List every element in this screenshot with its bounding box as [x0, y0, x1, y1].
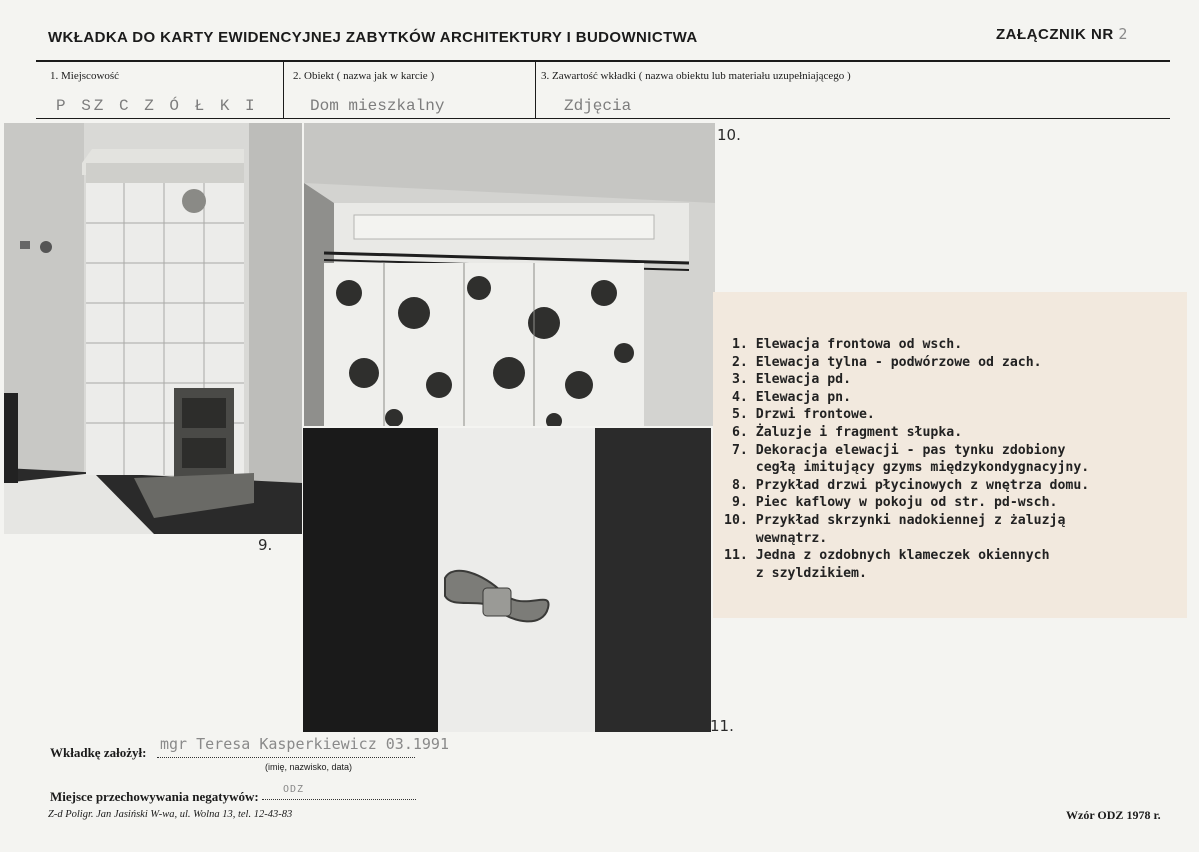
photo-number-10: 10. [717, 126, 741, 144]
annex-number: 2 [1118, 25, 1128, 43]
caption-line: wewnątrz. [724, 530, 828, 546]
printer-imprint: Z-d Poligr. Jan Jasiński W-wa, ul. Wolna 13, tel. 12-43-83 [48, 809, 293, 820]
column-divider-1 [283, 62, 284, 118]
field-label-object: 2. Obiekt ( nazwa jak w karcie ) [293, 70, 435, 82]
form-model: Wzór ODZ 1978 r. [1066, 808, 1161, 822]
field-value-contents: Zdjęcia [564, 97, 632, 115]
caption-line: 2. Elewacja tylna - podwórzowe od zach. [724, 354, 1042, 370]
caption-line: 10. Przykład skrzynki nadokiennej z żaluzją [724, 512, 1066, 528]
storage-label: Miejsce przechowywania negatywów: [50, 789, 259, 804]
caption-strip [713, 292, 1187, 618]
storage-dotted-line [262, 799, 416, 800]
field-value-locality: P SZ C Z Ó Ł K I [56, 97, 258, 115]
field-value-object: Dom mieszkalny [310, 97, 445, 115]
caption-line: 9. Piec kaflowy w pokoju od str. pd-wsch. [724, 495, 1058, 511]
photo-tiled-stove [4, 123, 302, 534]
photo-number-11: 11. [710, 717, 734, 735]
caption-list [724, 336, 1089, 582]
caption-line: 6. Żaluzje i fragment słupka. [724, 424, 963, 440]
field-label-contents: 3. Zawartość wkładki ( nazwa obiektu lub materiału uzupełniającego ) [541, 70, 851, 82]
photo-number-9: 9. [258, 536, 273, 554]
annex-label-text: ZAŁĄCZNIK NR [996, 26, 1114, 43]
top-rule [36, 60, 1170, 62]
caption-line: 4. Elewacja pn. [724, 389, 852, 405]
creator-hint: (imię, nazwisko, data) [265, 762, 353, 772]
creator-dotted-line [157, 757, 415, 758]
annex-label [996, 25, 1128, 43]
creator-label: Wkładkę założył: [50, 745, 147, 760]
caption-line: 1. Elewacja frontowa od wsch. [724, 337, 963, 352]
photo-window-box-curtain [304, 123, 715, 426]
caption-line: 5. Drzwi frontowe. [724, 407, 875, 423]
form-title: WKŁADKA DO KARTY EWIDENCYJNEJ ZABYTKÓW ARCHITEKTURY I BUDOWNICTWA [48, 29, 698, 46]
caption-line: 8. Przykład drzwi płycinowych z wnętrza domu. [724, 477, 1090, 493]
caption-line: 3. Elewacja pd. [724, 372, 852, 388]
photo-window-handle [303, 428, 711, 732]
creator-value: mgr Teresa Kasperkiewicz 03.1991 [160, 735, 449, 753]
caption-line: z szyldzikiem. [724, 565, 867, 581]
storage-value: ODZ [283, 784, 305, 795]
bottom-rule [36, 118, 1170, 119]
caption-line: 7. Dekoracja elewacji - pas tynku zdobiony [724, 442, 1066, 458]
caption-line: 11. Jedna z ozdobnych klameczek okiennych [724, 548, 1050, 564]
caption-line: cegłą imitujący gzyms międzykondygnacyjny. [724, 460, 1090, 476]
field-label-locality: 1. Miejscowość [50, 70, 120, 82]
column-divider-2 [535, 62, 536, 118]
